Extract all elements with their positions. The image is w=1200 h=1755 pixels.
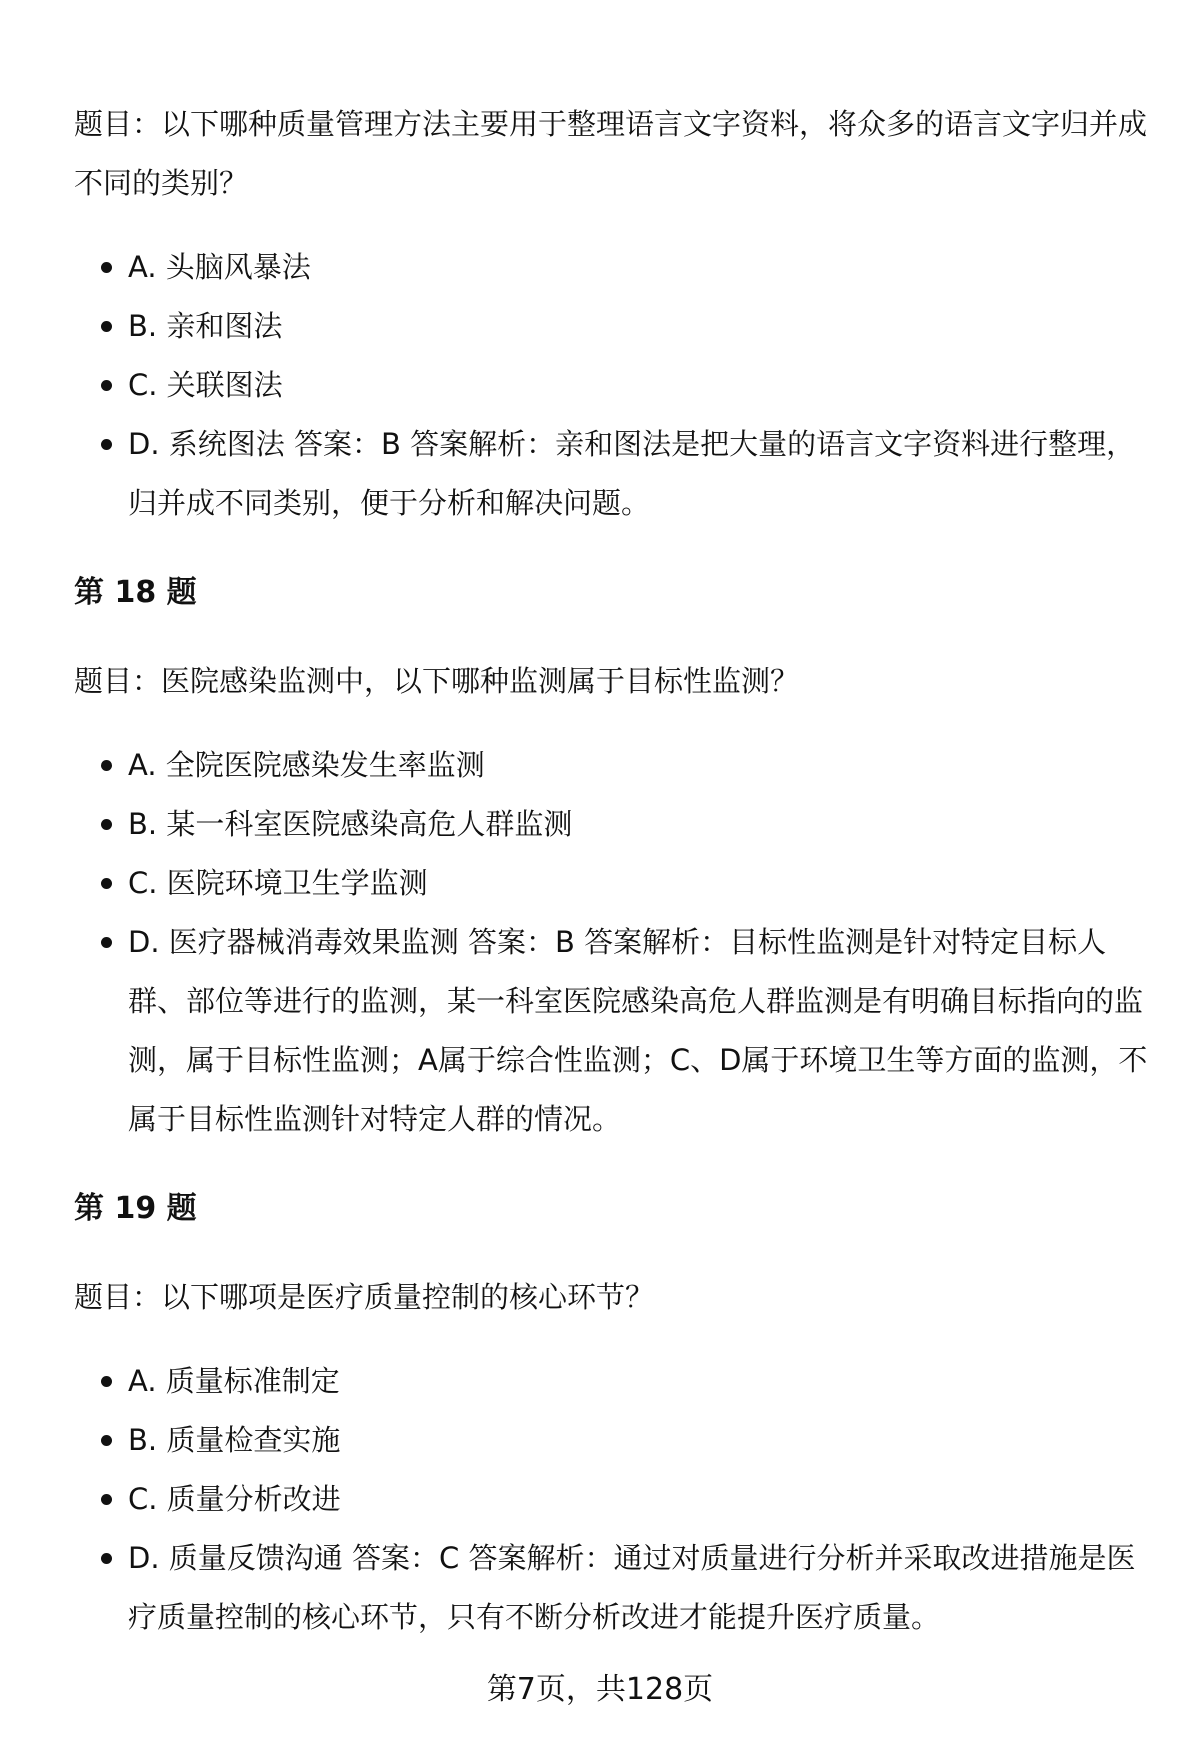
option-text: A. 全院医院感染发生率监测	[128, 748, 485, 782]
option-text: B. 某一科室医院感染高危人群监测	[128, 807, 573, 841]
option-text: C. 质量分析改进	[128, 1482, 341, 1516]
option-text: D. 质量反馈沟通 答案：C 答案解析：通过对质量进行分析并采取改进措施是医疗质量控制的核心环节，只有不断分析改进才能提升医疗质量。	[128, 1541, 1136, 1634]
option-text: D. 系统图法 答案：B 答案解析：亲和图法是把大量的语言文字资料进行整理，归并成不同类别，便于分析和解决问题。	[128, 427, 1136, 520]
question-heading: 第 19 题	[74, 1191, 197, 1226]
question-text: 题目：以下哪项是医疗质量控制的核心环节？	[74, 1280, 655, 1314]
option-item	[74, 854, 1154, 913]
bullet-icon	[101, 262, 112, 273]
option-item	[74, 415, 1154, 533]
option-item	[74, 238, 1154, 297]
bullet-icon	[101, 878, 112, 889]
option-text: C. 医院环境卫生学监测	[128, 866, 428, 900]
option-item	[74, 1352, 1154, 1411]
bullet-icon	[101, 1494, 112, 1505]
option-list	[74, 238, 1154, 533]
option-item	[74, 736, 1154, 795]
bullet-icon	[101, 819, 112, 830]
option-item	[74, 913, 1154, 1149]
bullet-icon	[101, 1553, 112, 1564]
option-item	[74, 795, 1154, 854]
option-item	[74, 356, 1154, 415]
bullet-icon	[101, 1435, 112, 1446]
option-item	[74, 297, 1154, 356]
option-item	[74, 1470, 1154, 1529]
option-text: A. 质量标准制定	[128, 1364, 340, 1398]
question-text: 题目：医院感染监测中，以下哪种监测属于目标性监测？	[74, 664, 800, 698]
bullet-icon	[101, 439, 112, 450]
question-block	[74, 563, 1154, 1149]
option-text: B. 亲和图法	[128, 309, 283, 343]
question-block	[74, 95, 1154, 533]
option-text: B. 质量检查实施	[128, 1423, 341, 1457]
question-heading: 第 18 题	[74, 575, 197, 610]
bullet-icon	[101, 1376, 112, 1387]
page-content	[74, 95, 1154, 1677]
bullet-icon	[101, 321, 112, 332]
option-item	[74, 1411, 1154, 1470]
option-item	[74, 1529, 1154, 1647]
bullet-icon	[101, 760, 112, 771]
option-text: D. 医疗器械消毒效果监测 答案：B 答案解析：目标性监测是针对特定目标人群、部位等进行的监测，某一科室医院感染高危人群监测是有明确目标指向的监测，属于目标性监测；A属于综合性监测；C、D属于环境卫生等方面的监测，不属于目标性监测针对特定人群的情况。	[128, 925, 1148, 1136]
bullet-icon	[101, 937, 112, 948]
option-text: A. 头脑风暴法	[128, 250, 311, 284]
question-text: 题目：以下哪种质量管理方法主要用于整理语言文字资料，将众多的语言文字归并成不同的类别？	[74, 107, 1148, 200]
bullet-icon	[101, 380, 112, 391]
question-block	[74, 1179, 1154, 1647]
page-number: 第7页，共128页	[486, 1672, 714, 1707]
option-text: C. 关联图法	[128, 368, 283, 402]
option-list	[74, 1352, 1154, 1647]
option-list	[74, 736, 1154, 1149]
